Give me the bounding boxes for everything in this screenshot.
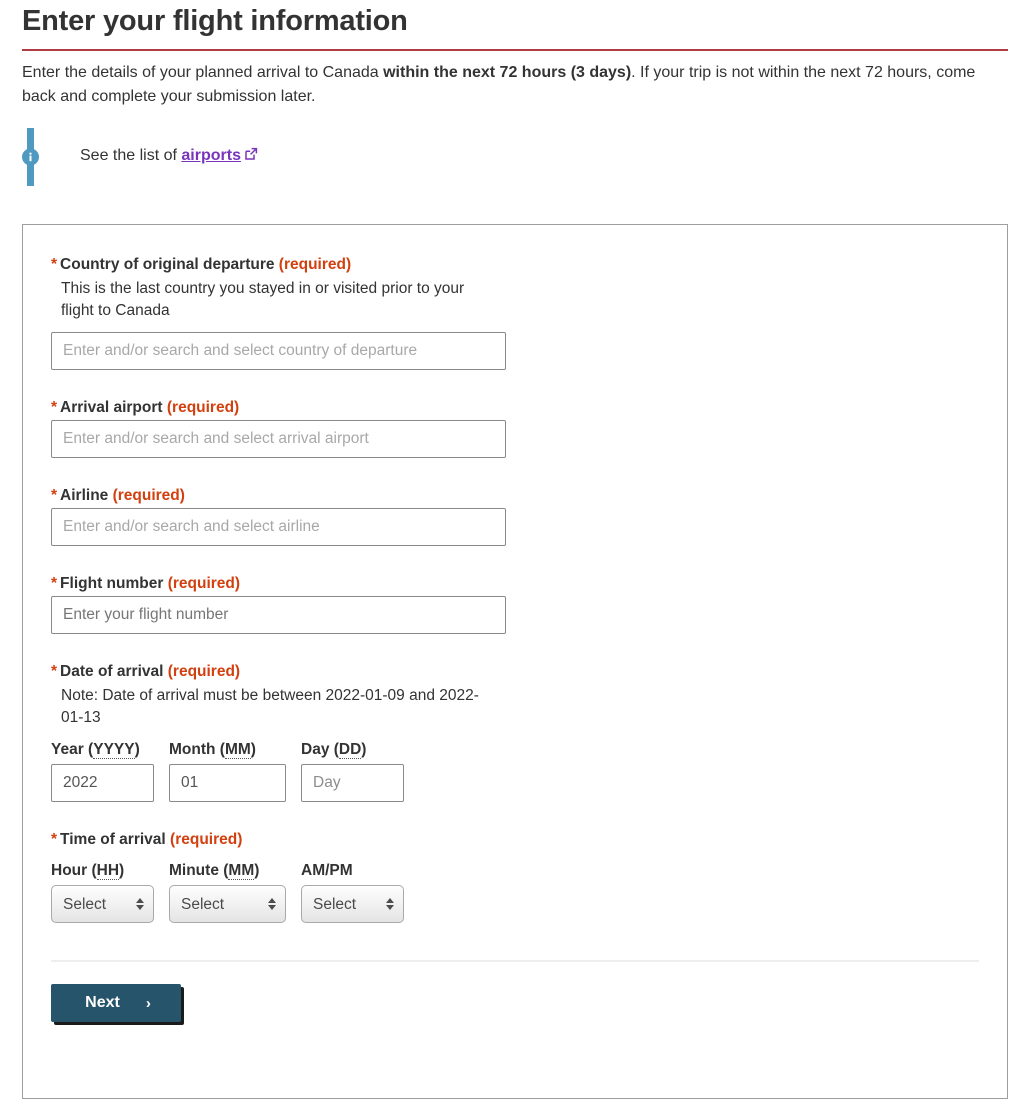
required-tag: (required) (112, 486, 185, 504)
date-inputs-row (51, 764, 979, 802)
info-text-prefix: See the list of (80, 146, 182, 164)
year-label-text: Year ( (51, 741, 94, 759)
year-label (51, 741, 154, 759)
date-of-arrival-hint: Note: Date of arrival must be between 2022-01-09 and 2022-01-13 (61, 687, 479, 727)
minute-label (169, 862, 286, 880)
required-asterisk: * (51, 663, 58, 681)
required-tag: (required) (166, 398, 240, 416)
label-text: Date of arrival (60, 663, 164, 681)
month-label-close: ) (250, 741, 256, 759)
hour-label-text: Hour ( (51, 862, 97, 880)
label-text: Flight number (60, 574, 164, 592)
required-tag: (required) (278, 255, 352, 273)
flight-number-label (51, 574, 979, 594)
year-input[interactable] (51, 764, 154, 802)
required-tag: (required) (167, 574, 241, 592)
intro-text-after: . If your trip is not within the next 72 hours, come back and complete your submission later. (22, 63, 976, 106)
flight-number-input[interactable] (51, 596, 506, 634)
airline-label (51, 486, 979, 506)
arrival-airport-label (51, 398, 979, 418)
hour-select-wrap (51, 885, 154, 923)
field-airline (51, 486, 979, 546)
airline-input[interactable] (51, 508, 506, 546)
time-selects-row (51, 885, 979, 923)
field-flight-number (51, 574, 979, 634)
country-of-departure-input[interactable] (51, 332, 506, 370)
hour-label-close: ) (119, 862, 125, 880)
date-of-arrival-label (51, 662, 979, 682)
info-callout-text (68, 145, 258, 168)
required-asterisk: * (51, 398, 58, 416)
required-asterisk: * (51, 486, 58, 504)
required-tag: (required) (170, 831, 243, 849)
month-label (169, 741, 286, 759)
page-title: Enter your flight information (22, 5, 408, 37)
month-input[interactable] (169, 764, 286, 802)
field-date-of-arrival (51, 662, 979, 802)
field-time-of-arrival (51, 830, 979, 923)
ampm-select[interactable] (301, 885, 404, 923)
minute-abbr: MM (228, 862, 255, 880)
hour-label (51, 862, 154, 880)
hour-abbr: HH (96, 862, 120, 880)
label-text: Arrival airport (60, 398, 163, 416)
intro-text-before: Enter the details of your planned arrival to Canada (22, 63, 384, 81)
ampm-select-wrap (301, 885, 404, 923)
minute-label-text: Minute ( (169, 862, 229, 880)
time-sub-labels (51, 862, 979, 880)
next-button-label: Next (85, 994, 120, 1012)
time-of-arrival-label (51, 830, 979, 850)
minute-select[interactable] (169, 885, 286, 923)
title-divider (22, 49, 1008, 51)
label-text: Time of arrival (60, 831, 166, 849)
required-tag: (required) (167, 663, 241, 681)
year-label-close: ) (134, 741, 140, 759)
day-abbr: DD (338, 741, 362, 759)
minute-select-wrap (169, 885, 286, 923)
month-label-text: Month ( (169, 741, 225, 759)
info-circle-icon (22, 148, 39, 165)
minute-label-close: ) (254, 862, 260, 880)
hour-select[interactable] (51, 885, 154, 923)
next-button[interactable] (51, 984, 181, 1022)
date-sub-labels (51, 741, 979, 759)
day-label-close: ) (361, 741, 367, 759)
country-of-departure-hint: This is the last country you stayed in or visited prior to your flight to Canada (61, 279, 465, 319)
flight-information-form (22, 224, 1008, 1099)
airports-link[interactable]: airports (181, 146, 241, 164)
day-input[interactable] (301, 764, 404, 802)
required-asterisk: * (51, 831, 58, 849)
form-footer-divider (51, 960, 979, 962)
month-abbr: MM (224, 741, 251, 759)
label-text: Airline (60, 486, 109, 504)
field-country-of-departure (51, 255, 979, 370)
country-of-departure-label (51, 255, 979, 275)
required-asterisk: * (51, 574, 58, 592)
flight-information-page (0, 6, 1026, 1099)
intro-paragraph (22, 61, 1008, 110)
label-text: Country of original departure (60, 255, 275, 273)
external-link-icon (244, 146, 258, 168)
day-label-text: Day ( (301, 741, 339, 759)
year-abbr: YYYY (93, 741, 135, 759)
field-arrival-airport (51, 398, 979, 458)
info-callout (22, 128, 1008, 186)
intro-bold-text: within the next 72 hours (3 days) (383, 63, 632, 81)
chevron-right-icon: › (145, 994, 151, 1012)
arrival-airport-input[interactable] (51, 420, 506, 458)
day-label (301, 741, 404, 759)
ampm-label: AM/PM (301, 862, 353, 880)
required-asterisk: * (51, 255, 58, 273)
